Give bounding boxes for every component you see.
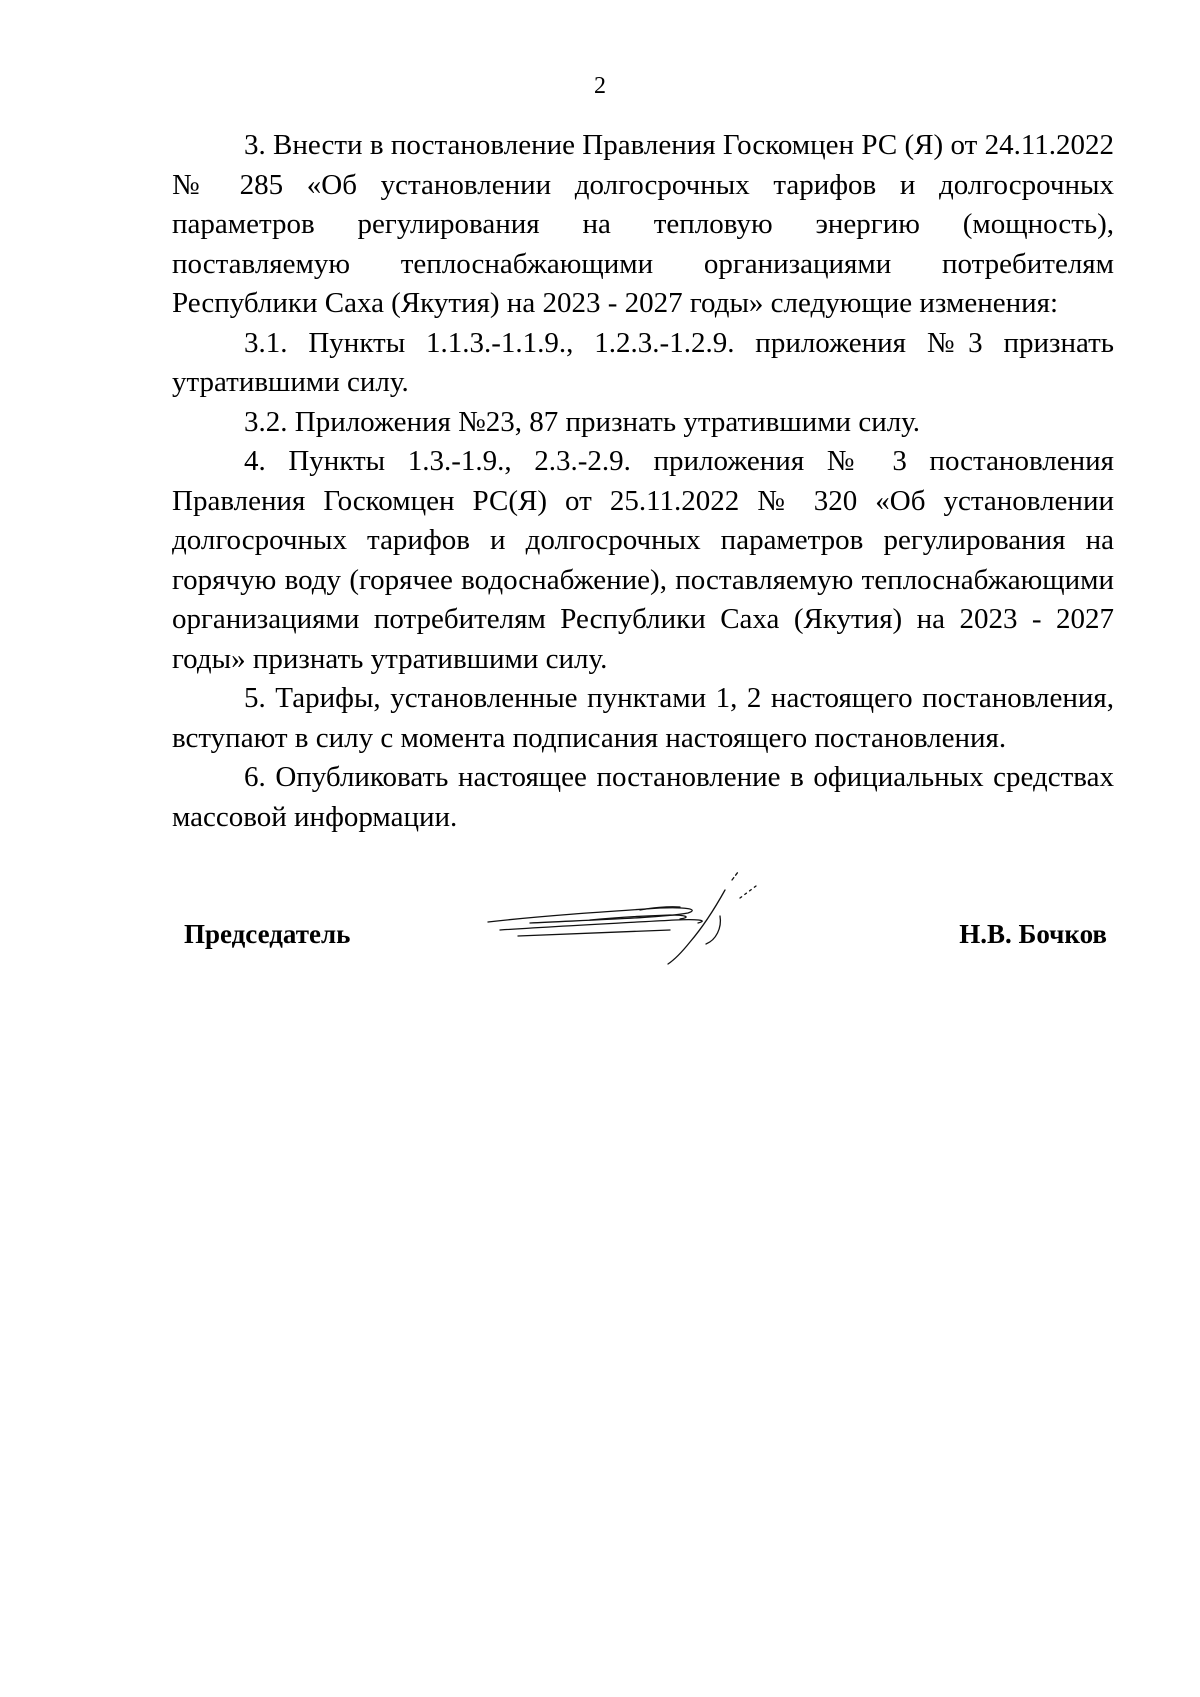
signatory-name: Н.В. Бочков	[959, 919, 1107, 949]
paragraph-3-1: 3.1. Пункты 1.1.3.-1.1.9., 1.2.3.-1.2.9. приложения №3 признать утратившими силу.	[172, 326, 1114, 398]
paragraph-6: 6. Опубликовать настоящее постановление в официальных средствах массовой информации.	[172, 761, 1114, 833]
paragraph-4: 4. Пункты 1.3.-1.9., 2.3.-2.9. приложения № 3 постановления Правления Госкомцен РС(Я) от 25.11.2022 № 320 «Об установлении долгосрочных тарифов и долгосрочных параметров регулирования на горячую воду (горячее водоснабжение), поставляемую теплоснабжающими организациями потребителям Республики Саха (Якутия) на 2023 - 2027 годы» признать утратившими силу.	[172, 445, 1114, 675]
handwritten-signature	[470, 868, 790, 968]
paragraph-3-2: 3.2. Приложения №23, 87 признать утратившими силу.	[244, 405, 921, 438]
paragraph-5: 5. Тарифы, установленные пунктами 1, 2 настоящего постановления, вступают в силу с момента подписания настоящего постановления.	[172, 682, 1114, 754]
signatory-title: Председатель	[184, 919, 351, 949]
paragraph-3: 3. Внести в постановление Правления Госкомцен РС (Я) от 24.11.2022 № 285 «Об установлении долгосрочных тарифов и долгосрочных параметров регулирования на тепловую энергию (мощность), поставляемую теплоснабжающими организациями потребителям Республики Саха (Якутия) на 2023 - 2027 годы» следующие изменения:	[172, 129, 1114, 319]
signature-block	[0, 868, 1200, 968]
page-number: 2	[594, 73, 606, 99]
body-text	[172, 126, 1114, 837]
